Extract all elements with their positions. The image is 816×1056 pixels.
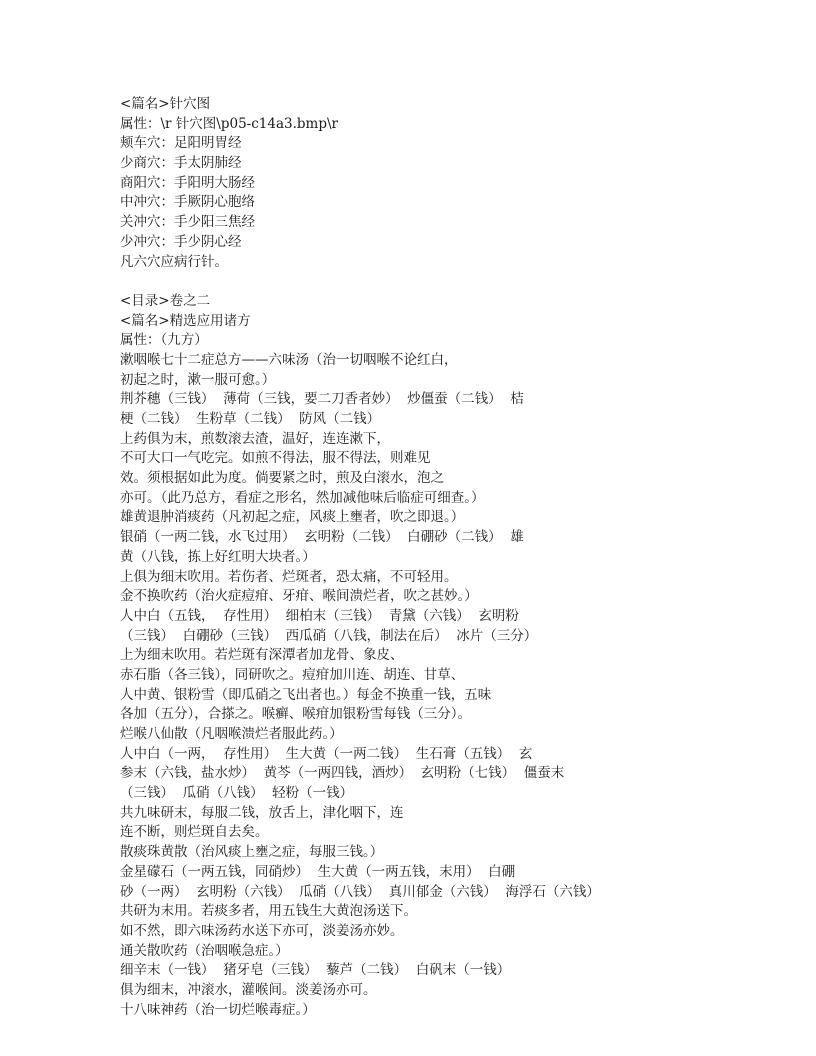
formula-line: 梗（二钱） 生粉草（二钱） 防风（二钱） (120, 411, 381, 427)
formula-line: 人中白（五钱， 存性用） 细柏末（三钱） 青黛（六钱） 玄明粉 (120, 607, 519, 624)
formula-line: 共研为末用。若痰多者，用五钱生大黄泡汤送下。 (120, 903, 417, 920)
acupoint-section (120, 95, 800, 272)
formula-line: 人中白（一两， 存性用） 生大黄（一两二钱） 生石膏（五钱） 玄 (120, 745, 533, 762)
formula-line: 连不断，则烂斑自去矣。 (120, 824, 269, 841)
formula-line: 十八味神药（治一切烂喉毒症。） (120, 1001, 316, 1018)
formula-line: 效。须根据如此为度。倘要紧之时，煎及白滚水，泡之 (120, 470, 444, 487)
formula-line: 上药俱为末，煎数滚去渣，温好，连连漱下， (120, 430, 390, 447)
formula-line: 漱咽喉七十二症总方——六味汤（治一切咽喉不论红白， (120, 351, 458, 368)
section-spacer (120, 272, 800, 292)
formula-line: 上俱为细末吹用。若伤者、烂斑者，恐太痛，不可轻用。 (120, 568, 458, 585)
formula-line: 亦可。（此乃总方，看症之形名，然加减他味后临症可细查。） (120, 489, 485, 506)
formula-line: 初起之时，漱一服可愈。） (120, 371, 276, 388)
formula-line: 黄（八钱，拣上好红明大块者。） (120, 548, 316, 565)
formula-line: 赤石脂（各三钱），同研吹之。痘疳加川连、胡连、甘草、 (120, 666, 465, 683)
acupoint-line: 中冲穴：手厥阴心胞络 (120, 194, 255, 211)
formula-line: 如不然，即六味汤药水送下亦可，淡姜汤亦妙。 (120, 922, 404, 939)
acupoint-line: 商阳穴：手阳明大肠经 (120, 174, 255, 191)
acupoint-line: 颊车穴：足阳明胃经 (120, 135, 242, 152)
acupoint-line: 关冲穴：手少阳三焦经 (120, 214, 255, 231)
formula-line: 银硝（一两二钱，水飞过用） 玄明粉（二钱） 白硼砂（二钱） 雄 (120, 529, 524, 546)
formula-line: 不可大口一气吃完。如煎不得法，服不得法，则难见 (120, 450, 431, 467)
formula-line: 属性：（九方） (120, 332, 208, 349)
formula-line: 砂（一两） 玄明粉（六钱） 瓜硝（八钱） 真川郁金（六钱） 海浮石（六钱） (120, 883, 600, 900)
formula-line: 通关散吹药（治咽喉急症。） (120, 942, 289, 959)
formula-line: 金不换吹药（治火症痘疳、牙疳、喉间溃烂者，吹之甚妙。） (120, 588, 478, 605)
acupoint-line: 少商穴：手太阴肺经 (120, 155, 242, 172)
formula-line: <目录>卷之二 (120, 292, 211, 309)
formula-line: 参末（六钱，盐水炒） 黄芩（一两四钱，酒炒） 玄明粉（七钱） 僵蚕末 (120, 765, 565, 782)
formula-line: （三钱） 白硼砂（三钱） 西瓜硝（八钱，制法在后） 冰片（三分） (120, 627, 538, 644)
formula-line: 烂喉八仙散（凡咽喉溃烂者服此药。） (120, 726, 343, 742)
formula-line: （三钱） 瓜硝（八钱） 轻粉（一钱） (120, 785, 354, 802)
formula-line: 上为细末吹用。若烂斑有深潭者加龙骨、象皮、 (120, 647, 404, 664)
formula-line: 荆芥穗（三钱） 薄荷（三钱，要二刀香者妙） 炒僵蚕（二钱） 桔 (120, 391, 524, 408)
formula-line: 人中黄、银粉雪（即瓜硝之飞出者也。）每金不换重一钱，五味 (120, 686, 492, 703)
formula-line: 雄黄退肿消痰药（凡初起之症，风痰上壅者，吹之即退。） (120, 509, 465, 526)
acupoint-line: 属性：\r 针穴图\p05-c14a3.bmp\r (120, 115, 338, 132)
formula-line: 俱为细末，冲滚水，灌喉间。淡姜汤亦可。 (120, 981, 377, 998)
formula-line: 共九味研末，每服二钱，放舌上，津化咽下，连 (120, 804, 404, 821)
formula-line: 各加（五分），合搽之。喉癣、喉疳加银粉雪每钱（三分）。 (120, 706, 471, 723)
acupoint-line: 凡六穴应病行针。 (120, 253, 228, 270)
formula-line: 细辛末（一钱） 猪牙皂（三钱） 藜芦（二钱） 白矾末（一钱） (120, 962, 511, 979)
formula-line: 金星礞石（一两五钱，同硝炒） 生大黄（一两五钱，末用） 白硼 (120, 863, 516, 880)
acupoint-line: 少冲穴：手少阴心经 (120, 233, 242, 250)
formula-section (120, 292, 800, 1020)
acupoint-line: <篇名>针穴图 (120, 96, 211, 112)
formula-line: 散痰珠黄散（治风痰上壅之症，每服三钱。） (120, 844, 384, 861)
document-page (120, 95, 800, 1020)
formula-line: <篇名>精选应用诸方 (120, 312, 251, 329)
